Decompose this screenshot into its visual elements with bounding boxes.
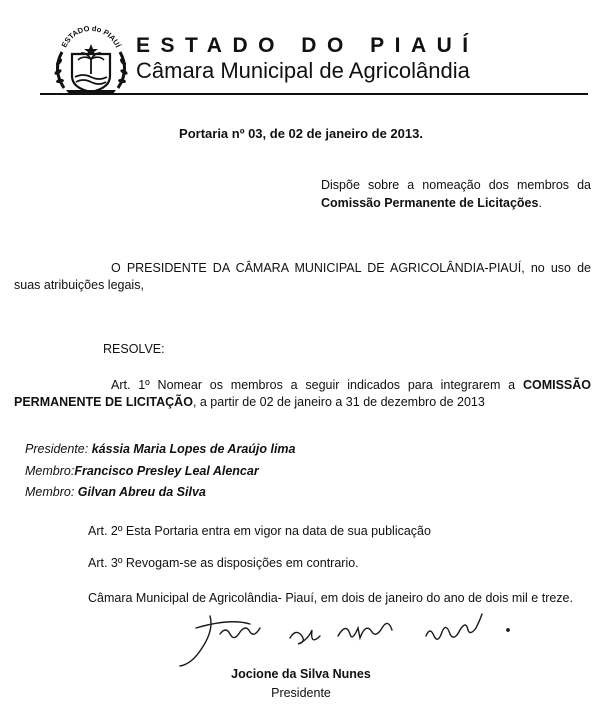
member-role: Membro: [25, 464, 75, 478]
document-title: Portaria nº 03, de 02 de janeiro de 2013. [179, 126, 423, 141]
member-role: Membro: [25, 485, 78, 499]
closing-statement: Câmara Municipal de Agricolândia- Piauí, em dois de janeiro do ano de dois mil e treze. [88, 591, 573, 605]
article-3: Art. 3º Revogam-se as disposições em contrario. [88, 556, 359, 570]
article-1-prefix: Art. 1º Nomear os membros a seguir indicados para integrarem a [111, 378, 516, 392]
article-1 [14, 377, 591, 411]
svg-text:ESTADO do PIAUÍ: ESTADO do PIAUÍ [59, 23, 123, 49]
header-divider [40, 93, 588, 95]
ementa [321, 177, 591, 212]
signer-name: Jocione da Silva Nunes [231, 667, 371, 681]
member-name: Gilvan Abreu da Silva [77, 485, 206, 499]
preamble: O PRESIDENTE DA CÂMARA MUNICIPAL DE AGRICOLÂNDIA-PIAUÍ, no uso de suas atribuições legais, [14, 261, 591, 292]
state-title: ESTADO DO PIAUÍ [136, 34, 479, 57]
member-row [25, 464, 259, 478]
coat-of-arms-icon [50, 22, 132, 96]
member-row [25, 442, 296, 456]
member-role: Presidente: [25, 442, 92, 456]
article-2: Art. 2º Esta Portaria entra em vigor na data de sua publicação [88, 524, 431, 538]
member-name: kássia Maria Lopes de Araújo lima [91, 442, 296, 456]
member-row [25, 485, 206, 499]
ementa-prefix: Dispõe sobre a nomeação dos membros da [321, 178, 591, 192]
article-1-commission: COMISSÃO PERMANENTE DE LICITAÇÃO [14, 378, 591, 409]
member-name: Francisco Presley Leal Alencar [74, 464, 259, 478]
chamber-name: Câmara Municipal de Agricolândia [136, 58, 470, 83]
ementa-suffix: . [538, 195, 542, 210]
ementa-commission: Comissão Permanente de Licitações [321, 195, 539, 210]
handwritten-signature [170, 608, 530, 670]
resolve-heading: RESOLVE: [103, 342, 165, 356]
signer-role: Presidente [271, 686, 331, 700]
article-1-suffix: , a partir de 02 de janeiro a 31 de dezembro de 2013 [192, 395, 485, 409]
